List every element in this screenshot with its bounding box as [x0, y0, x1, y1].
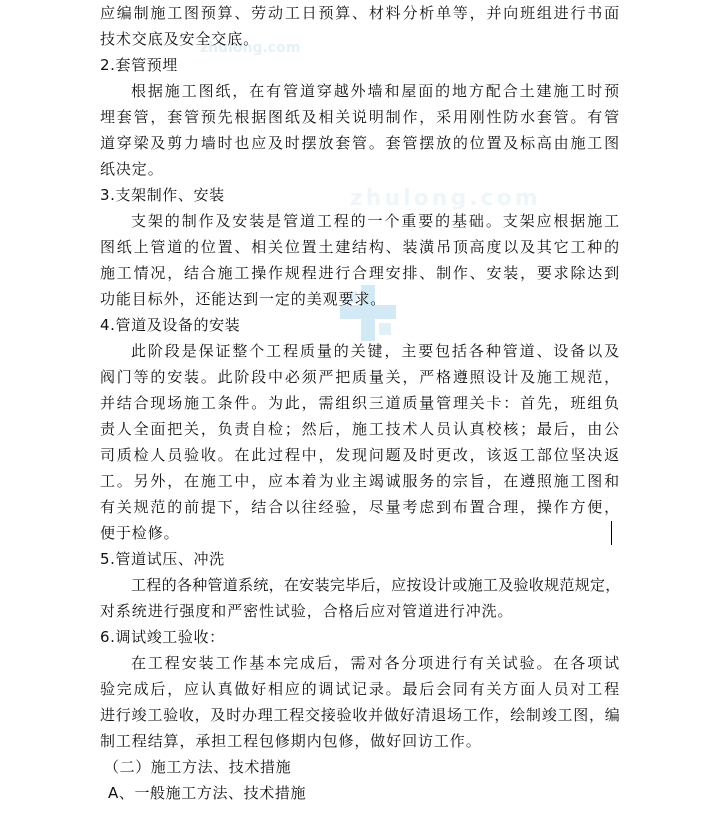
text-line-23: 工程的各种管道系统，在安装完毕后，应按设计或施工及验收规范规定，: [131, 576, 621, 594]
text-line-21: 便于检修。: [100, 524, 180, 542]
text-line-17: 责人全面把关，负责自检；然后，施工技术人员认真校核；最后，由公: [100, 420, 620, 438]
text-line-27: 验完成后，应认真做好相应的调试记录。最后会同有关方面人员对工程: [100, 680, 620, 698]
text-line-24: 对系统进行强度和严密性试验，合格后应对管道进行冲洗。: [100, 602, 514, 620]
text-line-1: 应编制施工图预算、劳动工日预算、材料分析单等，并向班组进行书面: [100, 4, 620, 22]
section-heading-2: 2.套管预埋: [100, 56, 178, 74]
section-heading-4: 4.管道及设备的安装: [100, 316, 241, 334]
watermark-text-mid: zhulong.com: [350, 186, 541, 211]
text-line-16: 并结合现场施工条件。为此，需组织三道质量管理关卡：首先，班组负: [100, 394, 620, 412]
text-line-5: 埋套管，套管预先根据图纸及相关说明制作，采用刚性防水套管。有管: [100, 108, 620, 126]
text-cursor: [611, 521, 612, 545]
text-line-4: 根据施工图纸，在有管道穿越外墙和屋面的地方配合土建施工时预: [131, 82, 620, 100]
watermark-text-top: zhulong.com: [200, 40, 301, 56]
chapter-heading-methods: （二）施工方法、技术措施: [104, 758, 292, 776]
text-line-18: 司质检人员验收。在此过程中，发现问题及时更改，该返工部位坚决返: [100, 446, 620, 464]
text-line-12: 功能目标外，还能达到一定的美观要求。: [100, 290, 387, 308]
text-line-7: 纸决定。: [100, 160, 164, 178]
text-line-29: 制工程结算，承担工程包修期内包修，做好回访工作。: [100, 732, 482, 750]
section-heading-3: 3.支架制作、安装: [100, 186, 225, 204]
text-line-2: 技术交底及安全交底。: [100, 30, 260, 48]
text-line-26: 在工程安装工作基本完成后，需对各分项进行有关试验。在各项试: [131, 654, 620, 672]
section-heading-6: 6.调试竣工验收：: [100, 628, 225, 646]
text-line-11: 施工情况，结合施工操作规程进行合理安排、制作、安装，要求除达到: [100, 264, 620, 282]
text-line-15: 阀门等的安装。此阶段中必须严把质量关，严格遵照设计及施工规范，: [100, 368, 620, 386]
text-line-20: 有关规范的前提下，结合以往经验，尽量考虑到布置合理，操作方便，: [100, 498, 620, 516]
text-line-9: 支架的制作及安装是管道工程的一个重要的基础。支架应根据施工: [131, 212, 620, 230]
subsection-heading-a: A、一般施工方法、技术措施: [108, 784, 307, 802]
text-line-28: 进行竣工验收，及时办理工程交接验收并做好清退场工作，绘制竣工图，编: [100, 706, 620, 724]
section-heading-5: 5.管道试压、冲洗: [100, 550, 225, 568]
text-line-10: 图纸上管道的位置、相关位置土建结构、装潢吊顶高度以及其它工种的: [100, 238, 620, 256]
text-line-14: 此阶段是保证整个工程质量的关键，主要包括各种管道、设备以及: [131, 342, 620, 360]
text-line-6: 道穿梁及剪力墙时也应及时摆放套管。套管摆放的位置及标高由施工图: [100, 134, 620, 152]
text-line-19: 工。另外，在施工中，应本着为业主竭诚服务的宗旨，在遵照施工图和: [100, 472, 620, 490]
